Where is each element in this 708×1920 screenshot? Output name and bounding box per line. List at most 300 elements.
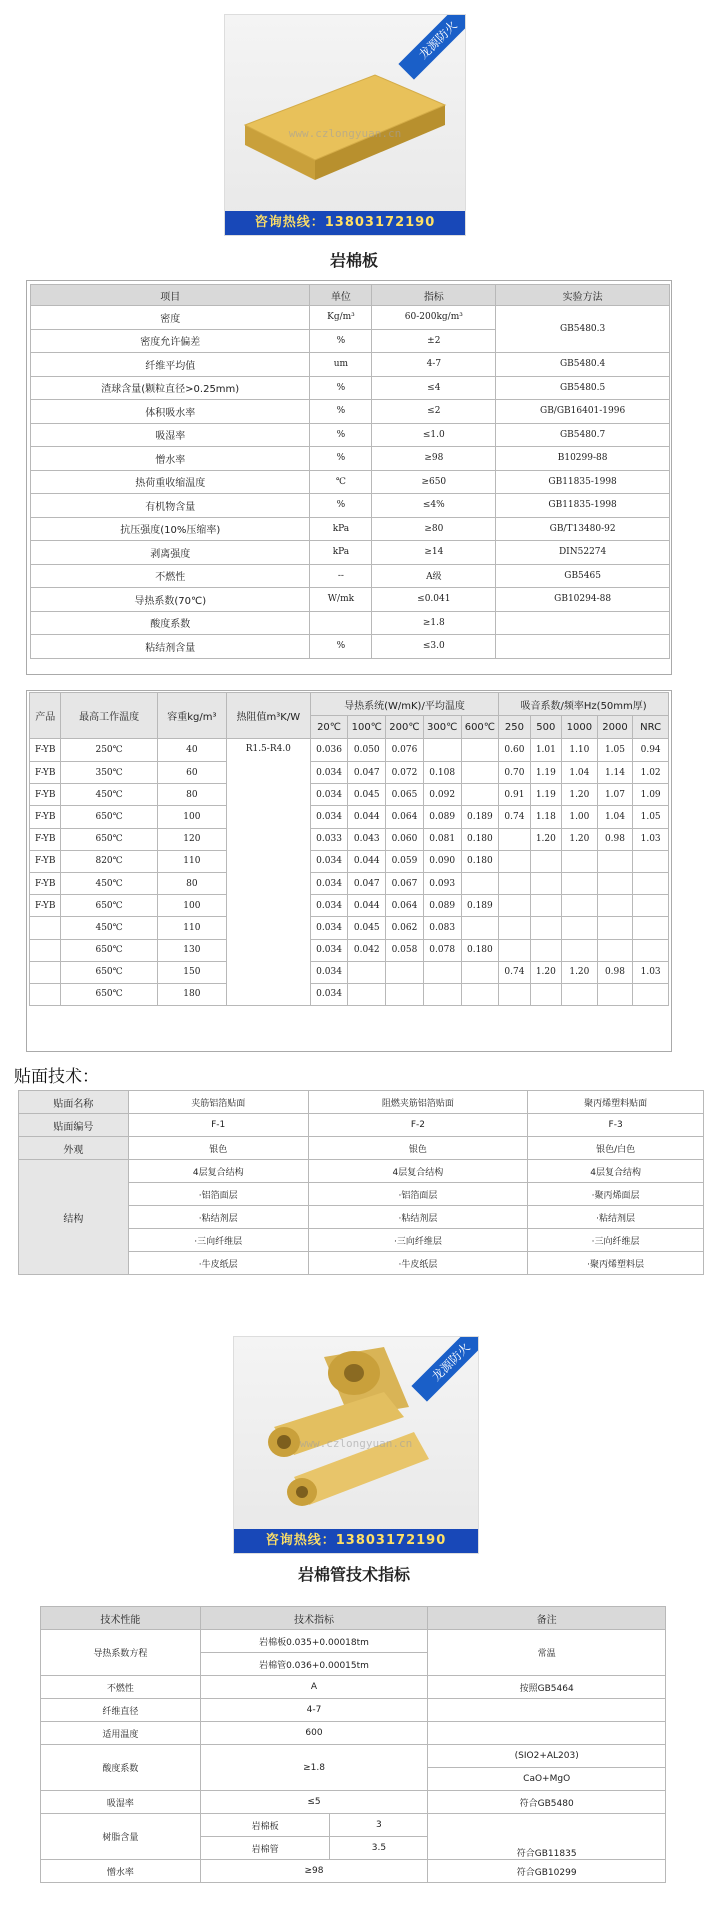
table-cell: F-1 <box>128 1114 308 1137</box>
table-cell: 0.047 <box>348 872 386 894</box>
column-header: 产品 <box>30 693 61 739</box>
table-row <box>31 447 670 471</box>
column-header: 2000 <box>597 716 633 739</box>
table-cell <box>562 872 598 894</box>
table-cell: 4层复合结构 <box>128 1160 308 1183</box>
table-row <box>31 494 670 518</box>
brand-badge: 龙源防火 <box>411 1336 479 1402</box>
table-row <box>30 828 669 850</box>
column-header: 200℃ <box>386 716 424 739</box>
table-cell: ·三向纤维层 <box>308 1229 528 1252</box>
table-cell <box>530 895 561 917</box>
table-cell: 热荷重收缩温度 <box>31 470 310 494</box>
table-cell <box>30 917 61 939</box>
table-cell: 符合GB5480 <box>428 1791 666 1814</box>
table-cell: 0.034 <box>310 895 348 917</box>
table-cell: 650℃ <box>61 961 157 983</box>
table-cell: 130 <box>157 939 226 961</box>
table-row <box>30 939 669 961</box>
table-cell: GB5465 <box>496 564 670 588</box>
table-cell: 60 <box>157 762 226 784</box>
column-header: 单位 <box>310 285 372 306</box>
table-cell: 0.047 <box>348 762 386 784</box>
table-cell: 0.092 <box>423 784 461 806</box>
table-cell: 150 <box>157 961 226 983</box>
table-cell: F-3 <box>528 1114 704 1137</box>
table-cell: 0.189 <box>461 895 499 917</box>
table-cell: 0.043 <box>348 828 386 850</box>
table-cell: ≥98 <box>372 447 496 471</box>
table-cell: 0.042 <box>348 939 386 961</box>
table-cell: B10299-88 <box>496 447 670 471</box>
table-cell: 1.05 <box>633 806 669 828</box>
caption-board: 岩棉板 <box>329 251 378 270</box>
table-cell <box>562 895 598 917</box>
table-cell: F-YB <box>30 784 61 806</box>
table-cell <box>30 961 61 983</box>
row-header: 结构 <box>19 1160 129 1275</box>
table-header-row <box>30 693 669 716</box>
table-cell: 0.108 <box>423 762 461 784</box>
table-cell: 0.067 <box>386 872 424 894</box>
table-cell: 0.045 <box>348 784 386 806</box>
table-cell: ℃ <box>310 470 372 494</box>
table-cell: ·三向纤维层 <box>128 1229 308 1252</box>
table-cell: 剥离强度 <box>31 541 310 565</box>
column-header: 技术指标 <box>200 1607 428 1630</box>
table-cell: ·铝箔面层 <box>308 1183 528 1206</box>
table-row <box>30 872 669 894</box>
table-cell: 0.94 <box>633 739 669 762</box>
table-cell: ≤1.0 <box>372 423 496 447</box>
column-header: 300℃ <box>423 716 461 739</box>
table-cell: 0.74 <box>499 961 530 983</box>
table-cell <box>597 917 633 939</box>
table-cell: ≤5 <box>200 1791 428 1814</box>
table-cell: 450℃ <box>61 872 157 894</box>
table-cell: 120 <box>157 828 226 850</box>
table-row <box>30 739 669 762</box>
table-cell: 不燃性 <box>31 564 310 588</box>
table-cell: 密度允许偏差 <box>31 329 310 353</box>
table-cell: 0.189 <box>461 806 499 828</box>
watermark: www.czlongyuan.cn <box>288 127 402 140</box>
table-cell: 0.033 <box>310 828 348 850</box>
table-cell: 450℃ <box>61 917 157 939</box>
table-cell <box>597 872 633 894</box>
table-cell: 1.20 <box>530 828 561 850</box>
table-cell: 250℃ <box>61 739 157 762</box>
table-cell: 1.20 <box>530 961 561 983</box>
table-cell: 4-7 <box>200 1699 428 1722</box>
table-cell: 有机物含量 <box>31 494 310 518</box>
table-cell: 银色 <box>128 1137 308 1160</box>
table-cell: % <box>310 447 372 471</box>
table-cell <box>461 784 499 806</box>
table-cell <box>461 762 499 784</box>
table-cell: 1.04 <box>597 806 633 828</box>
table-row <box>41 1860 666 1883</box>
table-row <box>31 611 670 635</box>
table-cell: 聚丙烯塑料贴面 <box>528 1091 704 1114</box>
table-cell <box>597 895 633 917</box>
table-cell: 0.91 <box>499 784 530 806</box>
column-header: 导热系统(W/mK)/平均温度 <box>310 693 499 716</box>
table-cell: 1.19 <box>530 784 561 806</box>
table-cell: 650℃ <box>61 983 157 1005</box>
row-header: 外观 <box>19 1137 129 1160</box>
table-cell <box>386 961 424 983</box>
table-cell <box>348 961 386 983</box>
table-cell <box>562 983 598 1005</box>
table-cell: 0.034 <box>310 917 348 939</box>
table-cell: 820℃ <box>61 850 157 872</box>
table-cell: 岩棉管0.036+0.00015tm <box>200 1653 428 1676</box>
table-row <box>41 1676 666 1699</box>
table-cell: ·聚丙烯面层 <box>528 1183 704 1206</box>
table-cell: 1.20 <box>562 961 598 983</box>
table-cell: 导热系数(70℃) <box>31 588 310 612</box>
table-cell <box>461 739 499 762</box>
table-cell: CaO+MgO <box>428 1768 666 1791</box>
table-cell: Kg/m³ <box>310 306 372 330</box>
table-cell: 0.74 <box>499 806 530 828</box>
table-cell: 110 <box>157 850 226 872</box>
table-row <box>41 1699 666 1722</box>
table-cell: 1.20 <box>562 828 598 850</box>
table-cell: 0.034 <box>310 983 348 1005</box>
table-cell: ±2 <box>372 329 496 353</box>
table-cell <box>30 939 61 961</box>
table-cell: ·粘结剂层 <box>128 1206 308 1229</box>
table-cell: -- <box>310 564 372 588</box>
table-cell: 银色 <box>308 1137 528 1160</box>
table-cell: 抗压强度(10%压缩率) <box>31 517 310 541</box>
table-cell <box>423 961 461 983</box>
table-cell <box>499 872 530 894</box>
table-cell: 3.5 <box>330 1837 428 1860</box>
table-cell <box>499 828 530 850</box>
table-cell: 1.14 <box>597 762 633 784</box>
table-cell <box>499 983 530 1005</box>
table-cell <box>562 917 598 939</box>
table-cell: ≥98 <box>200 1860 428 1883</box>
table-cell <box>597 939 633 961</box>
table-cell: A级 <box>372 564 496 588</box>
board-spec-table <box>30 284 670 659</box>
table-cell: DIN52274 <box>496 541 670 565</box>
table-cell: 吸湿率 <box>41 1791 201 1814</box>
table-cell: ≤4% <box>372 494 496 518</box>
table-cell: 650℃ <box>61 806 157 828</box>
table-cell: 0.090 <box>423 850 461 872</box>
table-row <box>41 1630 666 1653</box>
table-row <box>31 635 670 659</box>
table-cell: 80 <box>157 872 226 894</box>
table-cell <box>499 895 530 917</box>
table-row <box>31 400 670 424</box>
table-cell <box>423 739 461 762</box>
table-cell <box>348 983 386 1005</box>
table-cell: 树脂含量 <box>41 1814 201 1860</box>
table-cell: ·粘结剂层 <box>528 1206 704 1229</box>
table-row <box>41 1745 666 1768</box>
table-cell <box>530 872 561 894</box>
table-cell: 0.044 <box>348 895 386 917</box>
table-cell: F-YB <box>30 850 61 872</box>
table-cell: 60-200kg/m³ <box>372 306 496 330</box>
table-cell <box>562 850 598 872</box>
table-cell: 1.03 <box>633 828 669 850</box>
table-cell: 1.00 <box>562 806 598 828</box>
table-cell: um <box>310 353 372 377</box>
table-cell: 4层复合结构 <box>528 1160 704 1183</box>
table-cell <box>633 983 669 1005</box>
table-row <box>19 1091 704 1114</box>
table-cell: 0.089 <box>423 895 461 917</box>
table-cell <box>496 611 670 635</box>
table-cell: 0.072 <box>386 762 424 784</box>
caption-pipe: 岩棉管技术指标 <box>297 1565 410 1584</box>
table-cell <box>530 983 561 1005</box>
table-cell: 650℃ <box>61 939 157 961</box>
table-cell: 1.01 <box>530 739 561 762</box>
table-cell: 0.034 <box>310 939 348 961</box>
table-cell: ≥1.8 <box>200 1745 428 1791</box>
row-header: 贴面编号 <box>19 1114 129 1137</box>
table-cell: kPa <box>310 541 372 565</box>
table-cell: 180 <box>157 983 226 1005</box>
table-cell <box>633 895 669 917</box>
table-cell: 0.058 <box>386 939 424 961</box>
table-cell: % <box>310 376 372 400</box>
column-header: 技术性能 <box>41 1607 201 1630</box>
table-cell <box>461 983 499 1005</box>
table-row <box>19 1137 704 1160</box>
table-cell: 密度 <box>31 306 310 330</box>
table-cell: ≥650 <box>372 470 496 494</box>
table-cell <box>386 983 424 1005</box>
table-cell: % <box>310 423 372 447</box>
table-row <box>31 470 670 494</box>
table-cell: ·聚丙烯塑料层 <box>528 1252 704 1275</box>
table-cell: ·铝箔面层 <box>128 1183 308 1206</box>
table-cell: 岩棉板 <box>200 1814 330 1837</box>
table-cell <box>562 939 598 961</box>
table-cell: ·粘结剂层 <box>308 1206 528 1229</box>
table-cell: F-YB <box>30 872 61 894</box>
table-cell: 憎水率 <box>41 1860 201 1883</box>
table-cell <box>597 850 633 872</box>
table-cell: 银色/白色 <box>528 1137 704 1160</box>
table-cell: ≥80 <box>372 517 496 541</box>
table-cell: F-YB <box>30 762 61 784</box>
watermark: www.czlongyuan.cn <box>299 1437 413 1450</box>
table-cell: GB5480.3 <box>496 306 670 353</box>
table-cell: W/mk <box>310 588 372 612</box>
table-cell: 110 <box>157 917 226 939</box>
table-cell: 憎水率 <box>31 447 310 471</box>
table-cell: 0.062 <box>386 917 424 939</box>
table-row <box>30 895 669 917</box>
table-cell: ≥14 <box>372 541 496 565</box>
table-cell: ·牛皮纸层 <box>308 1252 528 1275</box>
table-cell: 1.07 <box>597 784 633 806</box>
table-cell: 1.09 <box>633 784 669 806</box>
table-cell <box>30 983 61 1005</box>
table-cell: 0.036 <box>310 739 348 762</box>
table-header-row <box>41 1607 666 1630</box>
table-cell: F-YB <box>30 806 61 828</box>
table-cell: 80 <box>157 784 226 806</box>
table-cell: 1.04 <box>562 762 598 784</box>
table-cell: 夹筋铝箔贴面 <box>128 1091 308 1114</box>
table-cell: ·牛皮纸层 <box>128 1252 308 1275</box>
section-title-facing: 贴面技术： <box>14 1067 99 1087</box>
table-cell <box>499 917 530 939</box>
table-cell: ≤3.0 <box>372 635 496 659</box>
column-header: 项目 <box>31 285 310 306</box>
table-cell: 1.18 <box>530 806 561 828</box>
table-row <box>30 917 669 939</box>
table-cell <box>310 611 372 635</box>
table-cell: 0.065 <box>386 784 424 806</box>
table-row <box>31 376 670 400</box>
table-row <box>41 1791 666 1814</box>
table-cell: 纤维平均值 <box>31 353 310 377</box>
table-cell: 0.044 <box>348 850 386 872</box>
table-cell: 0.70 <box>499 762 530 784</box>
table-row <box>41 1722 666 1745</box>
table-cell: 0.089 <box>423 806 461 828</box>
table-cell <box>461 872 499 894</box>
table-cell: F-2 <box>308 1114 528 1137</box>
table-cell: 1.10 <box>562 739 598 762</box>
column-header: 20℃ <box>310 716 348 739</box>
row-header: 贴面名称 <box>19 1091 129 1114</box>
table-cell <box>633 939 669 961</box>
table-cell: 吸湿率 <box>31 423 310 447</box>
column-header: NRC <box>633 716 669 739</box>
table-cell: 0.180 <box>461 828 499 850</box>
table-cell <box>597 983 633 1005</box>
table-cell: GB/T13480-92 <box>496 517 670 541</box>
table-cell: 1.03 <box>633 961 669 983</box>
table-row <box>31 564 670 588</box>
facing-table <box>18 1090 704 1275</box>
table-cell: 0.034 <box>310 806 348 828</box>
pipe-spec-table <box>40 1606 666 1883</box>
table-cell: 100 <box>157 895 226 917</box>
table-cell: 0.059 <box>386 850 424 872</box>
table-cell: 0.083 <box>423 917 461 939</box>
table-cell: GB5480.5 <box>496 376 670 400</box>
table-row <box>30 850 669 872</box>
table-cell: 650℃ <box>61 895 157 917</box>
brand-badge: 龙源防火 <box>398 14 466 80</box>
table-row <box>30 784 669 806</box>
table-cell <box>530 939 561 961</box>
table-cell: 按照GB5464 <box>428 1676 666 1699</box>
table-row <box>30 762 669 784</box>
table-cell: 0.093 <box>423 872 461 894</box>
column-header: 100℃ <box>348 716 386 739</box>
table-cell: 0.064 <box>386 806 424 828</box>
table-cell: 不燃性 <box>41 1676 201 1699</box>
table-cell <box>530 850 561 872</box>
table-cell <box>499 939 530 961</box>
column-header: 250 <box>499 716 530 739</box>
table-row <box>30 961 669 983</box>
table-cell: 0.180 <box>461 850 499 872</box>
table-cell: 0.180 <box>461 939 499 961</box>
table-row <box>31 306 670 330</box>
table-cell: R1.5-R4.0 <box>226 739 310 1006</box>
performance-table <box>29 692 669 1006</box>
table-row <box>31 541 670 565</box>
table-cell: F-YB <box>30 739 61 762</box>
table-cell <box>428 1722 666 1745</box>
table-cell: GB5480.4 <box>496 353 670 377</box>
table-cell: 0.076 <box>386 739 424 762</box>
table-cell: 650℃ <box>61 828 157 850</box>
column-header: 500 <box>530 716 561 739</box>
table-row <box>31 517 670 541</box>
table-cell: 酸度系数 <box>41 1745 201 1791</box>
table-cell: kPa <box>310 517 372 541</box>
table-row <box>30 806 669 828</box>
table-cell: 0.078 <box>423 939 461 961</box>
table-cell: GB11835-1998 <box>496 470 670 494</box>
table-cell: 0.98 <box>597 828 633 850</box>
table-row <box>19 1114 704 1137</box>
table-cell: 纤维直径 <box>41 1699 201 1722</box>
table-cell: 阻燃夹筋铝箔贴面 <box>308 1091 528 1114</box>
table-cell: 0.034 <box>310 961 348 983</box>
column-header: 600℃ <box>461 716 499 739</box>
table-cell: ≤2 <box>372 400 496 424</box>
column-header: 备注 <box>428 1607 666 1630</box>
table-row <box>19 1160 704 1183</box>
table-cell <box>530 917 561 939</box>
table-cell: 0.060 <box>386 828 424 850</box>
column-header: 指标 <box>372 285 496 306</box>
table-cell <box>461 961 499 983</box>
table-row <box>30 983 669 1005</box>
table-cell: 1.05 <box>597 739 633 762</box>
table-cell: ≤4 <box>372 376 496 400</box>
table-cell <box>461 917 499 939</box>
table-cell: 1.02 <box>633 762 669 784</box>
table-cell: 450℃ <box>61 784 157 806</box>
table-cell: 600 <box>200 1722 428 1745</box>
table-cell <box>428 1699 666 1722</box>
table-cell: 4层复合结构 <box>308 1160 528 1183</box>
product-image-board <box>224 14 466 236</box>
table-header-row <box>31 285 670 306</box>
table-cell: 0.034 <box>310 784 348 806</box>
table-cell: 导热系数方程 <box>41 1630 201 1676</box>
table-cell: 酸度系数 <box>31 611 310 635</box>
table-cell: 0.050 <box>348 739 386 762</box>
table-cell: 常温 <box>428 1630 666 1676</box>
table-cell: 1.19 <box>530 762 561 784</box>
table-cell: 0.064 <box>386 895 424 917</box>
table-cell: % <box>310 494 372 518</box>
column-header: 实验方法 <box>496 285 670 306</box>
column-header: 吸音系数/频率Hz(50mm厚) <box>499 693 669 716</box>
table-cell: GB10294-88 <box>496 588 670 612</box>
